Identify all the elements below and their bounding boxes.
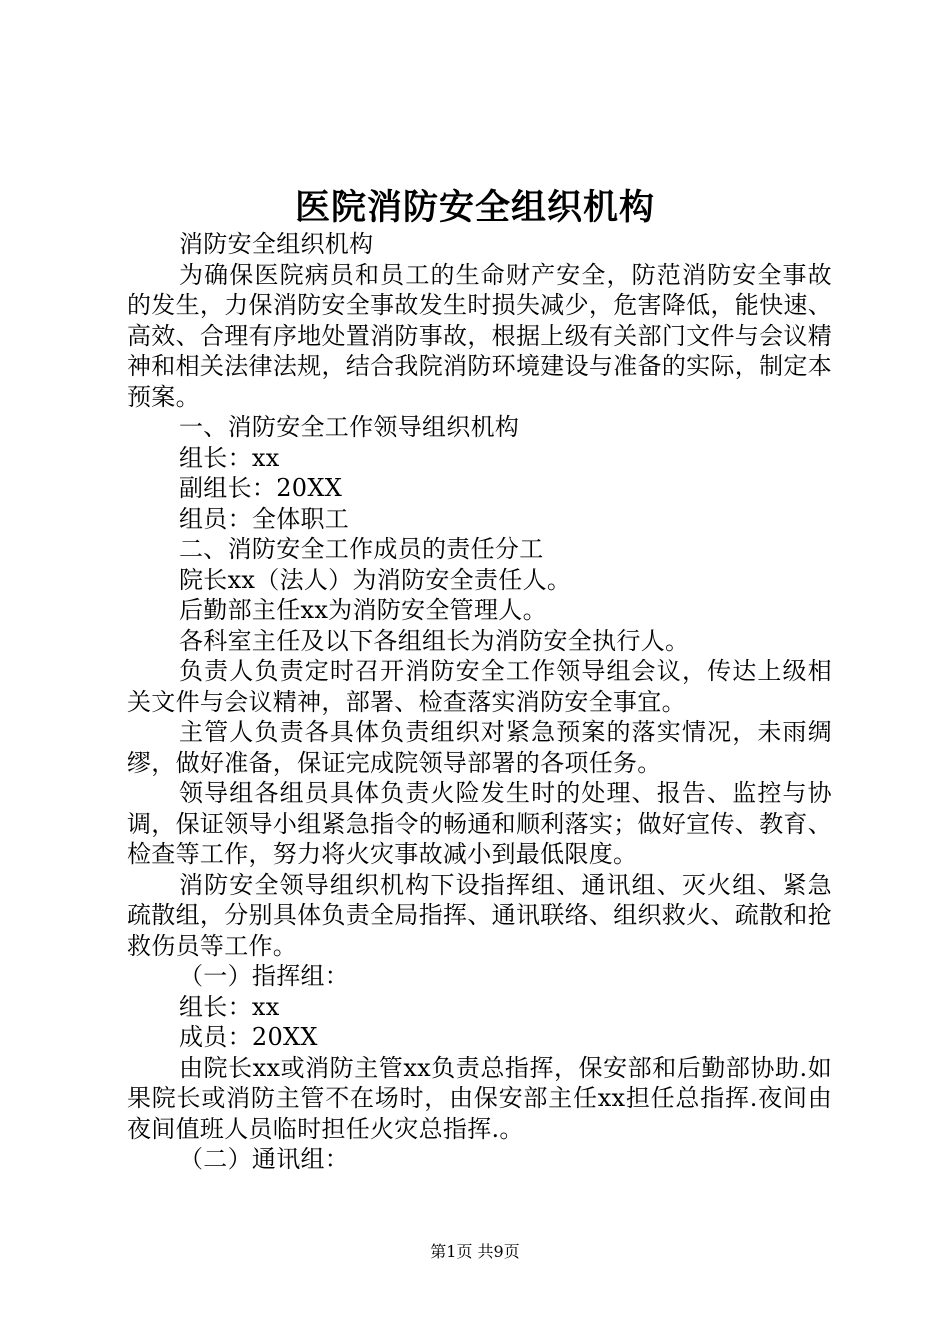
paragraph: 为确保医院病员和员工的生命财产安全，防范消防安全事故的发生，力保消防安全事故发生时损失减少，危害降低，能快速、高效、合理有序地处置消防事故，根据上级有关部门文件与会议精神和相关法律法规，结合我院消防环境建设与准备的实际，制定本预案。	[127, 260, 832, 411]
paragraph: （二）通讯组：	[179, 1145, 350, 1173]
paragraph: 后勤部主任xx为消防安全管理人。	[179, 596, 547, 624]
paragraph: 消防安全组织机构	[179, 230, 374, 258]
paragraph: 组员：全体职工	[179, 504, 350, 533]
document-title: 医院消防安全组织机构	[294, 187, 655, 228]
paragraph: 组长：xx	[179, 443, 280, 472]
paragraph: （一）指挥组：	[179, 962, 350, 990]
paragraph: 各科室主任及以下各组组长为消防安全执行人。	[179, 626, 690, 655]
page-footer: 第1页 共9页	[430, 1242, 520, 1261]
paragraph: 院长xx（法人）为消防安全责任人。	[179, 565, 572, 594]
paragraph: 负责人负责定时召开消防安全工作领导组会议，传达上级相关文件与会议精神，部署、检查落实消防安全事宜。	[127, 657, 832, 716]
paragraph: 二、消防安全工作成员的责任分工	[179, 535, 544, 563]
paragraph: 组长：xx	[179, 992, 280, 1021]
paragraph: 消防安全领导组织机构下设指挥组、通讯组、灭火组、紧急疏散组，分别具体负责全局指挥、通讯联络、组织救火、疏散和抢救伤员等工作。	[127, 870, 832, 960]
paragraph: 一、消防安全工作领导组织机构	[179, 413, 520, 441]
paragraph: 领导组各组员具体负责火险发生时的处理、报告、监控与协调，保证领导小组紧急指令的畅通和顺利落实；做好宣传、教育、检查等工作，努力将火灾事故减小到最低限度。	[127, 779, 832, 868]
paragraph: 由院长xx或消防主管xx负责总指挥，保安部和后勤部协助.如果院长或消防主管不在场时，由保安部主任xx担任总指挥.夜间由夜间值班人员临时担任火灾总指挥.。	[127, 1053, 832, 1143]
paragraph: 主管人负责各具体负责组织对紧急预案的落实情况，未雨绸缪，做好准备，保证完成院领导部署的各项任务。	[127, 718, 832, 777]
paragraph: 副组长：20XX	[179, 474, 343, 502]
document-body	[127, 229, 832, 1175]
paragraph: 成员：20XX	[179, 1023, 318, 1051]
